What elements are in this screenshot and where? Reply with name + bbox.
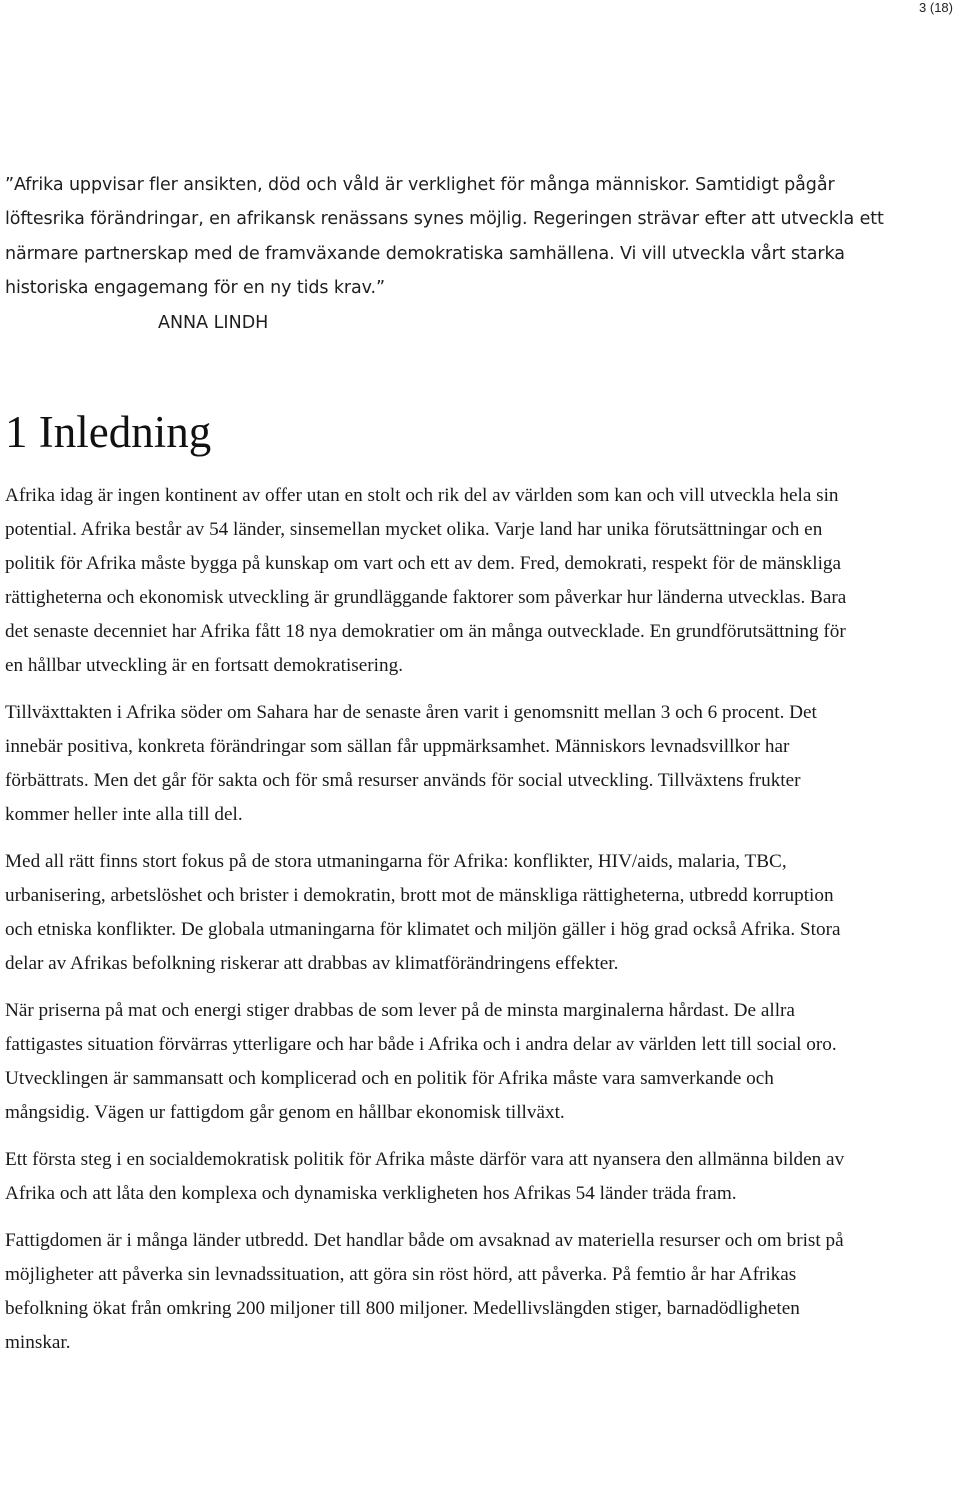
body-paragraph: Med all rätt finns stort fokus på de stora utmaningarna för Afrika: konflikter, HIV/aids, malaria, TBC, urbanisering, arbetslöshet och brister i demokratin, brott mot de mänskliga rättigheterna, utbredd korruption och etniska konflikter. De globala utmaningarna för klimatet och miljön gäller i hög grad också Afrika. Stora delar av Afrikas befolkning riskerar att drabbas av klimatförändringens effekter. <box>5 851 841 974</box>
body-paragraph: Afrika idag är ingen kontinent av offer utan en stolt och rik del av världen som kan och vill utveckla hela sin potential. Afrika består av 54 länder, sinsemellan mycket olika. Varje land har unika förutsättningar och en politik för Afrika måste bygga på kunskap om vart och ett av dem. Fred, demokrati, respekt för de mänskliga rättigheterna och ekonomisk utveckling är grundläggande faktorer som påverkar hur länderna utvecklas. Bara det senaste decenniet har Afrika fått 18 nya demokratier om än många outvecklade. En grundförutsättning för en hållbar utveckling är en fortsatt demokratisering. <box>5 485 847 676</box>
quote-attribution: ANNA LINDH <box>158 313 269 333</box>
epigraph-quote: ”Afrika uppvisar fler ansikten, död och våld är verklighet för många människor. Samtidigt pågår löftesrika förändringar, en afrikansk renässans synes möjlig. Regeringen strävar efter att utveckla ett närmare partnerskap med de framväxande demokratiska samhällena. Vi vill utveckla vårt starka historiska engagemang för en ny tids krav.” <box>5 175 884 298</box>
body-paragraph: Ett första steg i en socialdemokratisk politik för Afrika måste därför vara att nyansera den allmänna bilden av Afrika och att låta den komplexa och dynamiska verkligheten hos Afrikas 54 länder träda fram. <box>5 1149 845 1204</box>
body-paragraph: Tillväxttakten i Afrika söder om Sahara har de senaste åren varit i genomsnitt mellan 3 och 6 procent. Det innebär positiva, konkreta förändringar som sällan får uppmärksamhet. Människors levnadsvillkor har förbättrats. Men det går för sakta och för små resurser används för social utveckling. Tillväxtens frukter kommer heller inte alla till del. <box>5 702 817 825</box>
body-paragraph: Fattigdomen är i många länder utbredd. Det handlar både om avsaknad av materiella resurser och om brist på möjligheter att påverka sin levnadssituation, att göra sin röst hörd, att påverka. På femtio år har Afrikas befolkning ökat från omkring 200 miljoner till 800 miljoner. Medellivslängden stiger, barnadödligheten minskar. <box>5 1230 844 1353</box>
section-body <box>5 479 855 1373</box>
body-paragraph: När priserna på mat och energi stiger drabbas de som lever på de minsta marginalerna hårdast. De allra fattigastes situation förvärras ytterligare och har både i Afrika och i andra delar av världen lett till social oro. Utvecklingen är sammansatt och komplicerad och en politik för Afrika måste vara samverkande och mångsidig. Vägen ur fattigdom går genom en hållbar ekonomisk tillväxt. <box>5 1000 837 1123</box>
page-number: 3 (18) <box>919 0 953 15</box>
section-heading: 1 Inledning <box>5 407 212 457</box>
